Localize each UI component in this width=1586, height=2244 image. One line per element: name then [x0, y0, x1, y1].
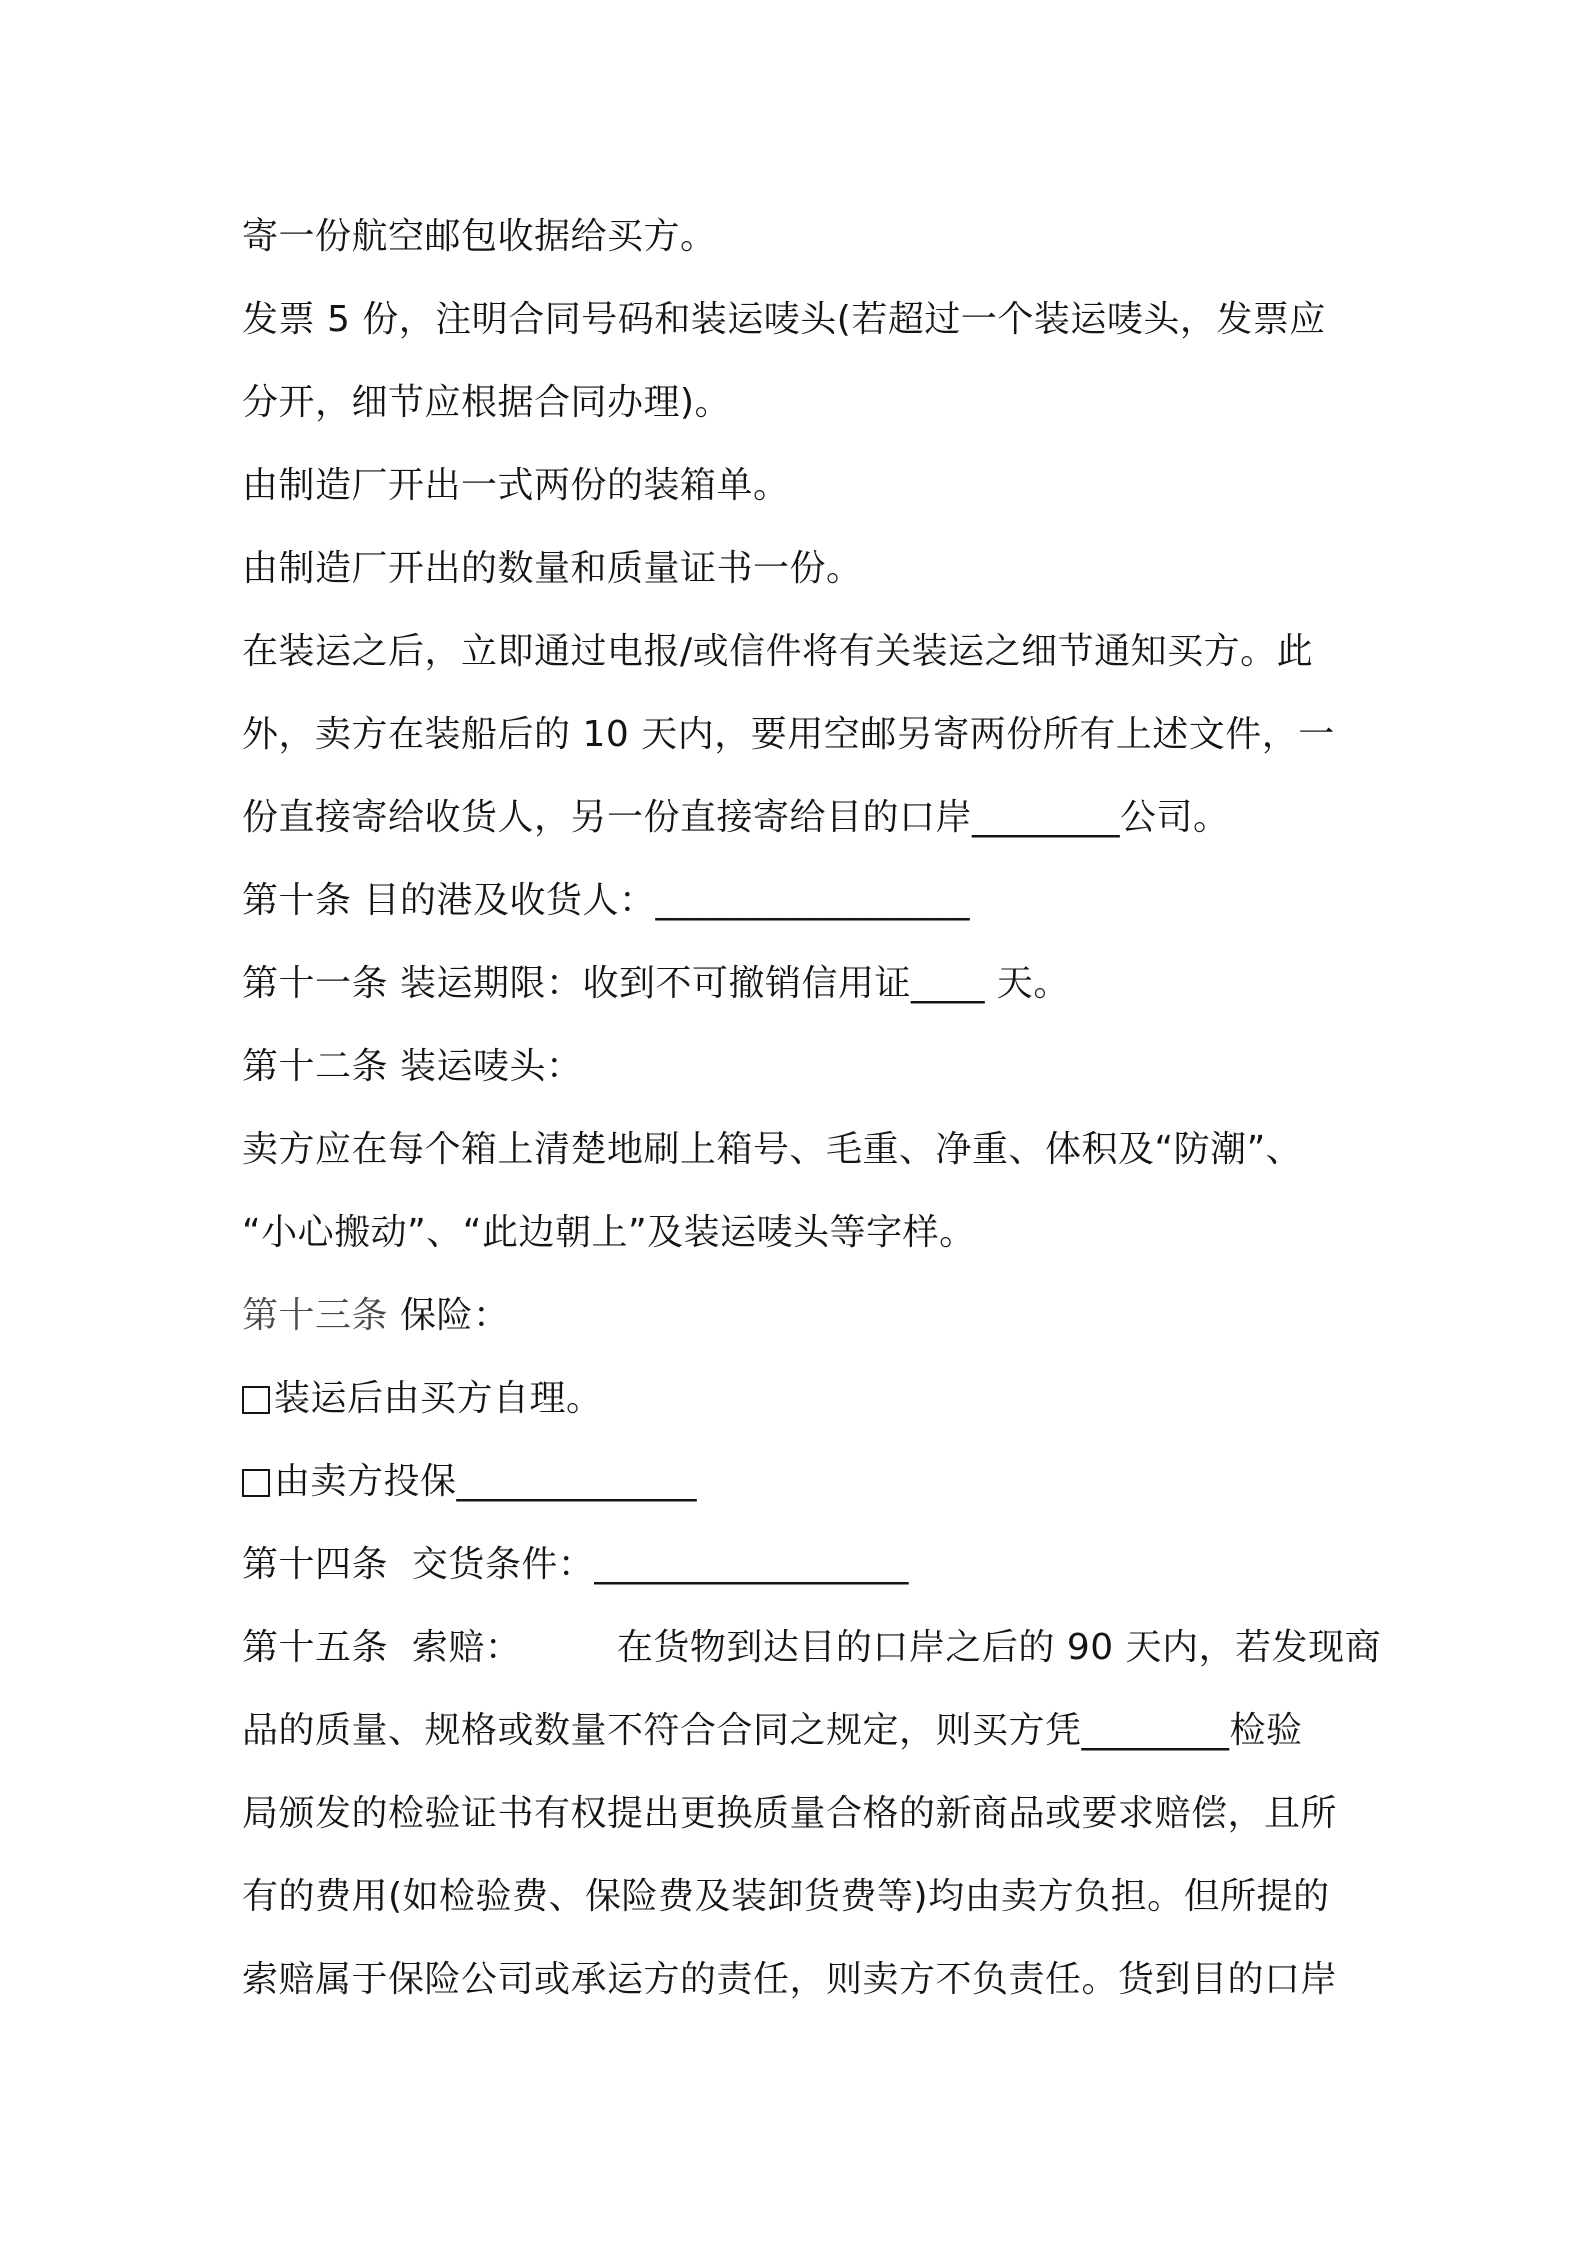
paragraph-line: 外，卖方在装船后的 10 天内，要用空邮另寄两份所有上述文件，一 [242, 714, 1335, 755]
article-13-number: 第十三条 [242, 1295, 389, 1336]
article-13-label: 保险： [388, 1295, 510, 1336]
paragraph-line: 有的费用(如检验费、保险费及装卸货费等)均由卖方负担。但所提的 [242, 1876, 1330, 1917]
insurance-option-seller [242, 1440, 1362, 1523]
article-11-line: 第十一条 装运期限：收到不可撤销信用证____ 天。 [242, 963, 1070, 1004]
paragraph-line: “小心搬动”、“此边朝上”及装运唛头等字样。 [242, 1212, 976, 1253]
article-15-line: 第十五条 索赔： 在货物到达目的口岸之后的 90 天内，若发现商 [242, 1627, 1382, 1668]
option-label: 装运后由买方自理。 [274, 1378, 603, 1419]
paragraph-line: 由制造厂开出一式两份的装箱单。 [242, 465, 790, 506]
paragraph-line: 局颁发的检验证书有权提出更换质量合格的新商品或要求赔偿，且所 [242, 1793, 1338, 1834]
article-12-heading: 第十二条 装运唛头： [242, 1046, 583, 1087]
paragraph-line: 由制造厂开出的数量和质量证书一份。 [242, 548, 863, 589]
paragraph-line: 寄一份航空邮包收据给买方。 [242, 216, 717, 257]
paragraph-line: 品的质量、规格或数量不符合合同之规定，则买方凭________检验 [242, 1710, 1303, 1751]
article-13-heading [242, 1274, 1362, 1357]
paragraph-line: 份直接寄给收货人，另一份直接寄给目的口岸________公司。 [242, 797, 1230, 838]
article-10-line: 第十条 目的港及收货人：_________________ [242, 880, 970, 921]
document-body [242, 195, 1382, 2021]
paragraph-line: 在装运之后，立即通过电报/或信件将有关装运之细节通知买方。此 [242, 631, 1314, 672]
paragraph-line: 分开，细节应根据合同办理)。 [242, 382, 732, 423]
option-label: 由卖方投保_____________ [274, 1461, 698, 1502]
article-14-line: 第十四条 交货条件：_________________ [242, 1544, 909, 1585]
paragraph-line: 卖方应在每个箱上清楚地刷上箱号、毛重、净重、体积及“防潮”、 [242, 1129, 1303, 1170]
checkbox-icon[interactable] [242, 1386, 270, 1414]
checkbox-icon[interactable] [242, 1469, 270, 1497]
insurance-option-buyer [242, 1357, 1362, 1440]
paragraph-line: 索赔属于保险公司或承运方的责任，则卖方不负责任。货到目的口岸 [242, 1959, 1338, 2000]
paragraph-line: 发票 5 份，注明合同号码和装运唛头(若超过一个装运唛头，发票应 [242, 299, 1326, 340]
